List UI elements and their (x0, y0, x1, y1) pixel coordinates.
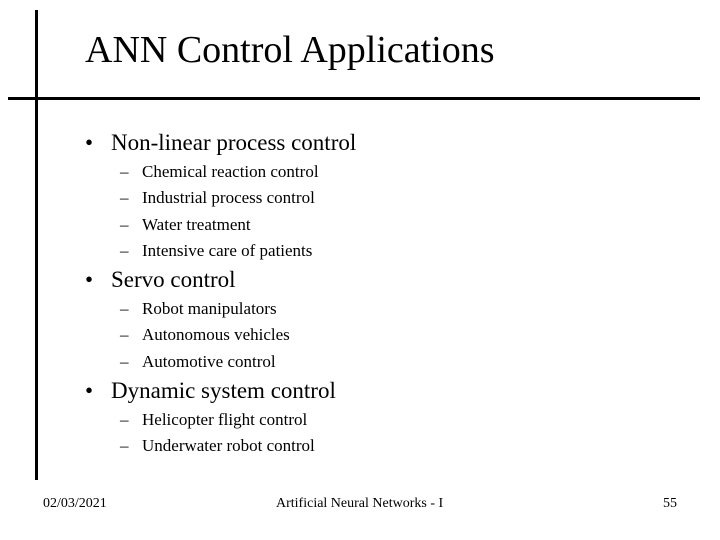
vertical-rule (35, 10, 38, 480)
sub-item (120, 351, 276, 373)
dash-marker: – (120, 436, 129, 455)
sub-item (120, 409, 307, 431)
footer-page-number: 55 (663, 496, 677, 511)
dash-marker: – (120, 188, 129, 207)
slide-title: ANN Control Applications (85, 29, 495, 71)
dash-marker: – (120, 325, 129, 344)
bullet-dynamic-system-control (85, 377, 336, 405)
sub-item-label: Autonomous vehicles (142, 325, 290, 344)
footer-course: Artificial Neural Networks - I (276, 496, 444, 511)
dash-marker: – (120, 352, 129, 371)
sub-item-label: Chemical reaction control (142, 162, 319, 181)
sub-item (120, 161, 319, 183)
horizontal-rule (8, 97, 700, 100)
sub-item-label: Intensive care of patients (142, 241, 313, 260)
bullet-marker: • (85, 267, 94, 292)
dash-marker: – (120, 162, 129, 181)
bullet-marker: • (85, 378, 94, 403)
dash-marker: – (120, 215, 129, 234)
sub-item (120, 435, 315, 457)
bullet-nonlinear-process-control (85, 129, 356, 157)
bullet-servo-control (85, 266, 236, 294)
bullet-label: Dynamic system control (111, 378, 336, 403)
sub-item-label: Automotive control (142, 352, 276, 371)
bullet-marker: • (85, 130, 94, 155)
dash-marker: – (120, 410, 129, 429)
sub-item (120, 187, 315, 209)
dash-marker: – (120, 299, 129, 318)
footer-date: 02/03/2021 (43, 496, 107, 511)
sub-item-label: Industrial process control (142, 188, 315, 207)
sub-item-label: Underwater robot control (142, 436, 315, 455)
sub-item (120, 324, 290, 346)
sub-item (120, 298, 277, 320)
sub-item-label: Water treatment (142, 215, 251, 234)
sub-item-label: Helicopter flight control (142, 410, 308, 429)
sub-item (120, 240, 312, 262)
sub-item-label: Robot manipulators (142, 299, 277, 318)
bullet-label: Servo control (111, 267, 236, 292)
dash-marker: – (120, 241, 129, 260)
sub-item (120, 214, 251, 236)
bullet-label: Non-linear process control (111, 130, 357, 155)
